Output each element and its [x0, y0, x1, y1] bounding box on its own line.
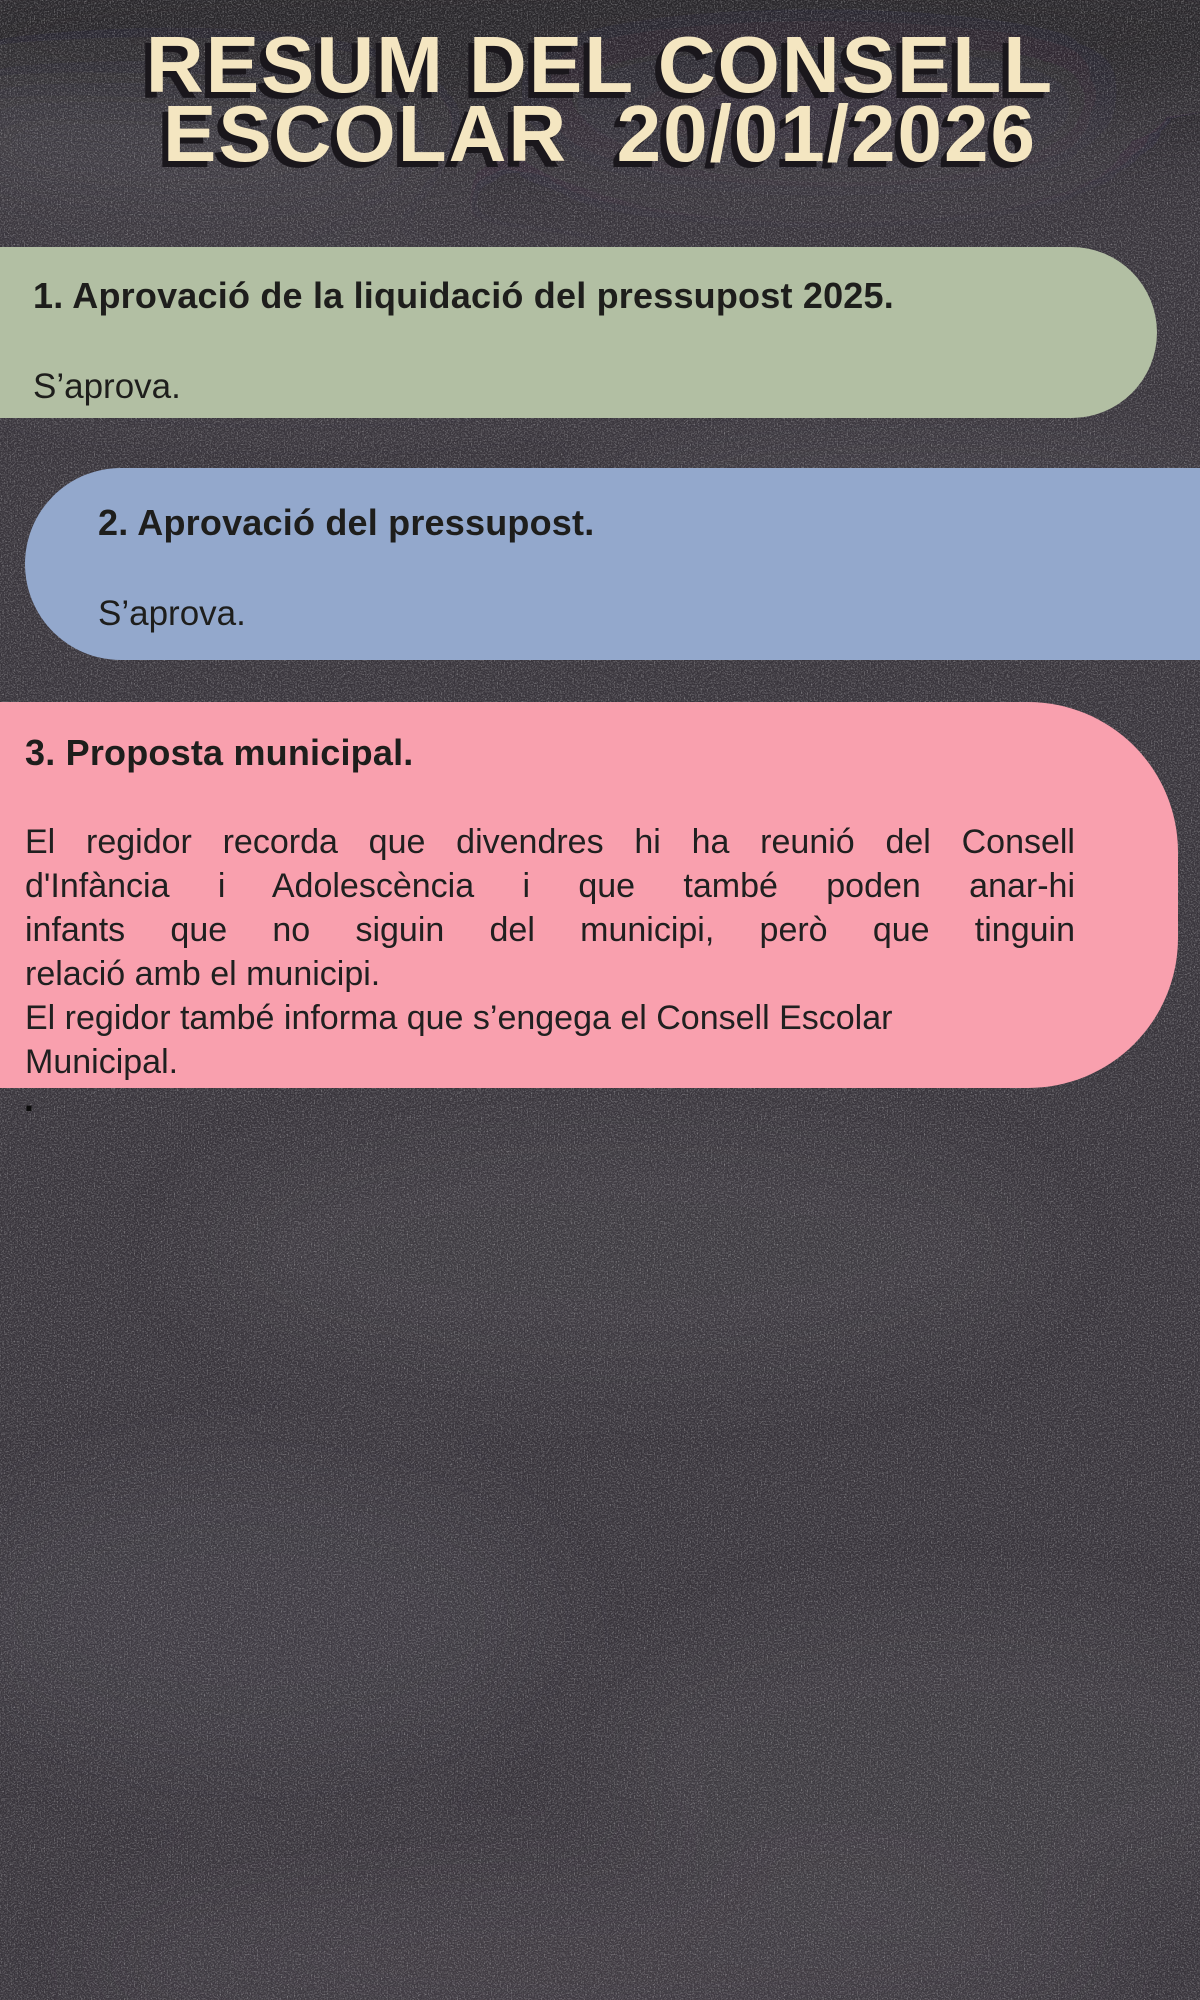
card-1-heading: 1. Aprovació de la liquidació del pressupost 2025. [33, 275, 894, 316]
card-2-body: S’aprova. [98, 594, 246, 633]
card-3-heading: 3. Proposta municipal. [25, 732, 414, 773]
paragraph-line: Municipal. [25, 1043, 179, 1081]
card-1-body: S’aprova. [33, 367, 181, 406]
card-aprovacio-pressupost [25, 468, 1200, 660]
card-3-paragraph-1 [25, 820, 1075, 996]
card-proposta-municipal [0, 702, 1178, 1088]
paragraph-line: El regidor recorda que divendres hi ha reunió del Consell [25, 823, 1075, 861]
card-2-heading: 2. Aprovació del pressupost. [98, 502, 595, 543]
trailing-period: . [24, 1078, 35, 1119]
title-line-2: ESCOLAR 20/01/2026 [163, 89, 1037, 178]
card-3-paragraph-2 [25, 996, 1075, 1084]
paragraph-line: infants que no siguin del municipi, però que tinguin [25, 911, 1075, 949]
paragraph-line: d'Infància i Adolescència i que també poden anar-hi [25, 867, 1075, 905]
title-line-1: RESUM DEL CONSELL [145, 20, 1055, 109]
card-liquidacio-pressupost [0, 247, 1157, 418]
paragraph-line: relació amb el municipi. [25, 955, 381, 993]
paragraph-line: El regidor també informa que s’engega el Consell Escolar [25, 999, 893, 1037]
poster-title [0, 20, 1200, 178]
